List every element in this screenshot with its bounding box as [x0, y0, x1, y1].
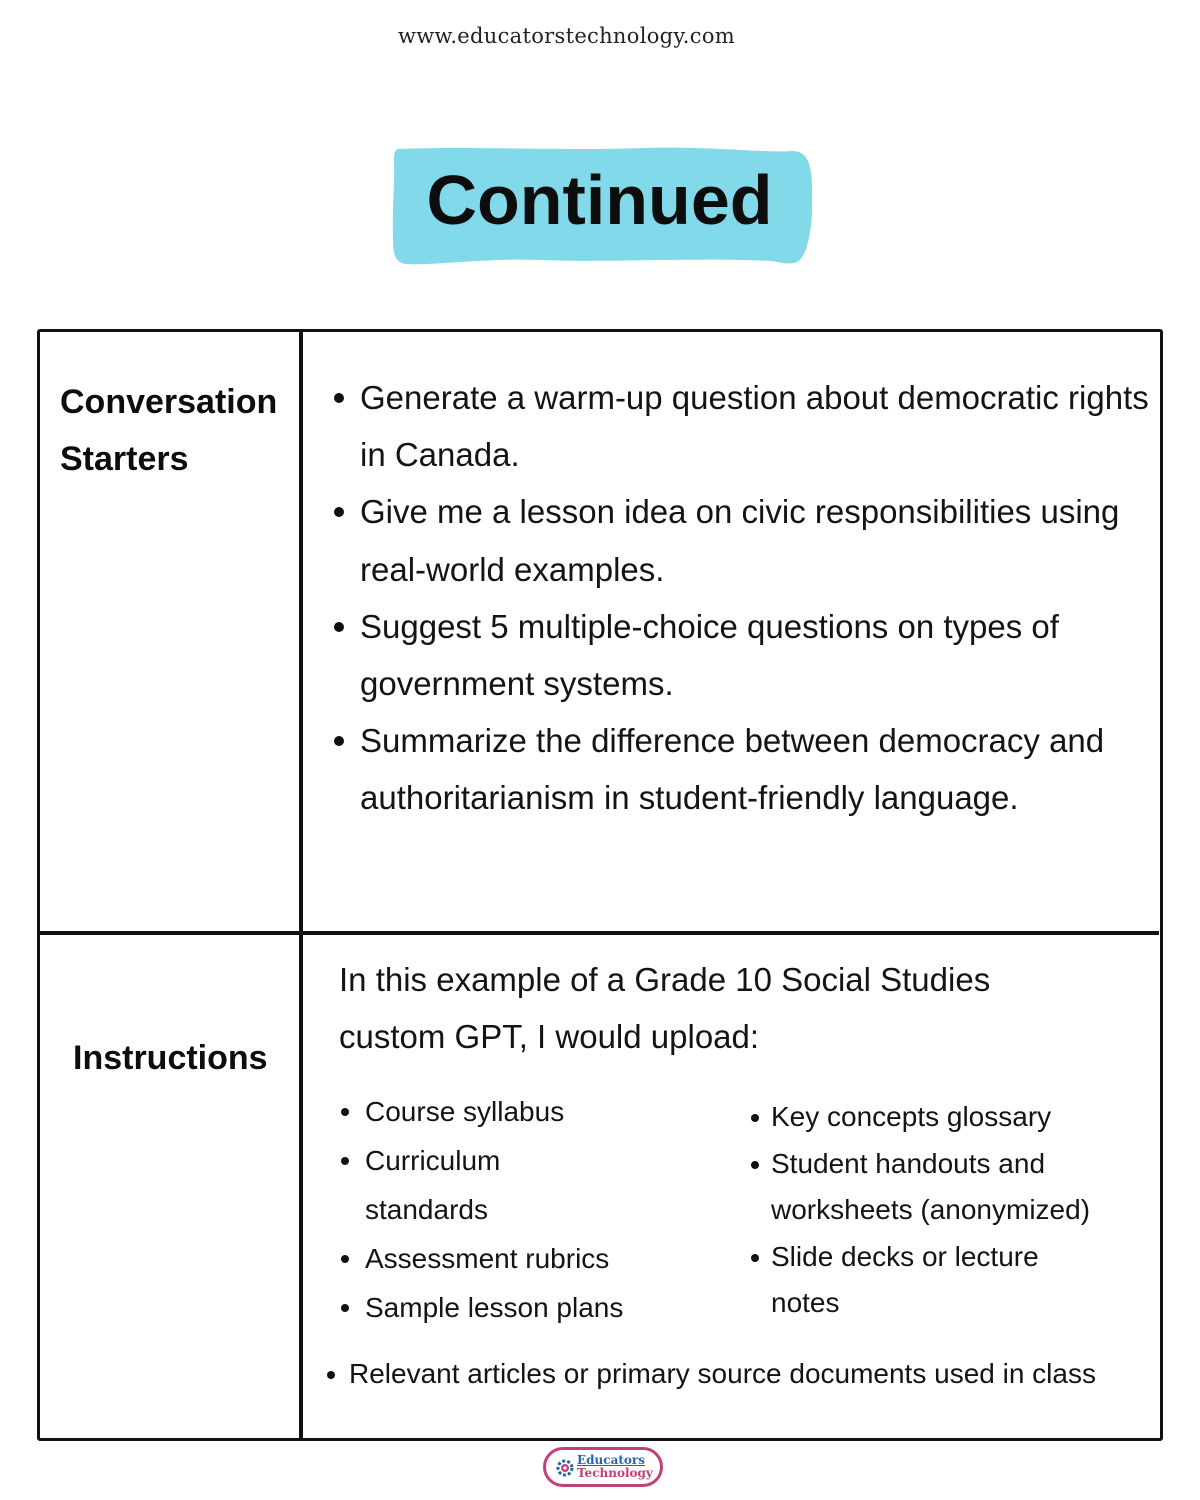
list-item: Suggest 5 multiple-choice questions on types of government systems. [360, 598, 1150, 712]
page-title: Continued [426, 161, 773, 239]
logo-text: Technology [577, 1466, 653, 1480]
conversation-starters-list [360, 369, 1150, 827]
uploads-list-full [349, 1354, 1159, 1394]
list-item: Student handouts and worksheets (anonymized) [771, 1141, 1116, 1234]
list-item: Generate a warm-up question about democratic rights in Canada. [360, 369, 1150, 483]
intro-line: custom GPT, I would upload: [339, 1018, 760, 1055]
list-item: Relevant articles or primary source documents used in class [349, 1354, 1159, 1394]
title-highlight [392, 145, 814, 267]
table-column-divider [299, 329, 303, 1440]
intro-line: In this example of a Grade 10 Social Studies [339, 961, 991, 998]
instructions-intro [339, 951, 1139, 1065]
row-label-line: Starters [60, 440, 189, 478]
table-row-divider [37, 931, 1159, 935]
uploads-list-left [365, 1087, 695, 1332]
row-label-instructions: Instructions [73, 1039, 268, 1077]
row-label-conversation-starters [60, 374, 296, 488]
uploads-list-right [771, 1094, 1151, 1327]
list-item: Assessment rubrics [365, 1234, 695, 1283]
list-item: Course syllabus [365, 1087, 695, 1136]
site-url: www.educatorstechnology.com [398, 24, 735, 48]
list-item: Summarize the difference between democracy and authoritarianism in student-friendly language. [360, 712, 1150, 826]
gear-icon [554, 1457, 576, 1479]
row-label-line: Conversation [60, 383, 278, 421]
list-item: Give me a lesson idea on civic responsibilities using real-world examples. [360, 483, 1150, 597]
logo-text: Educators [577, 1453, 645, 1467]
educators-technology-logo [543, 1447, 663, 1487]
list-item: Key concepts glossary [771, 1094, 1151, 1141]
list-item: Sample lesson plans [365, 1283, 695, 1332]
list-item: Curriculum standards [365, 1136, 555, 1234]
list-item: Slide decks or lecture notes [771, 1234, 1071, 1327]
